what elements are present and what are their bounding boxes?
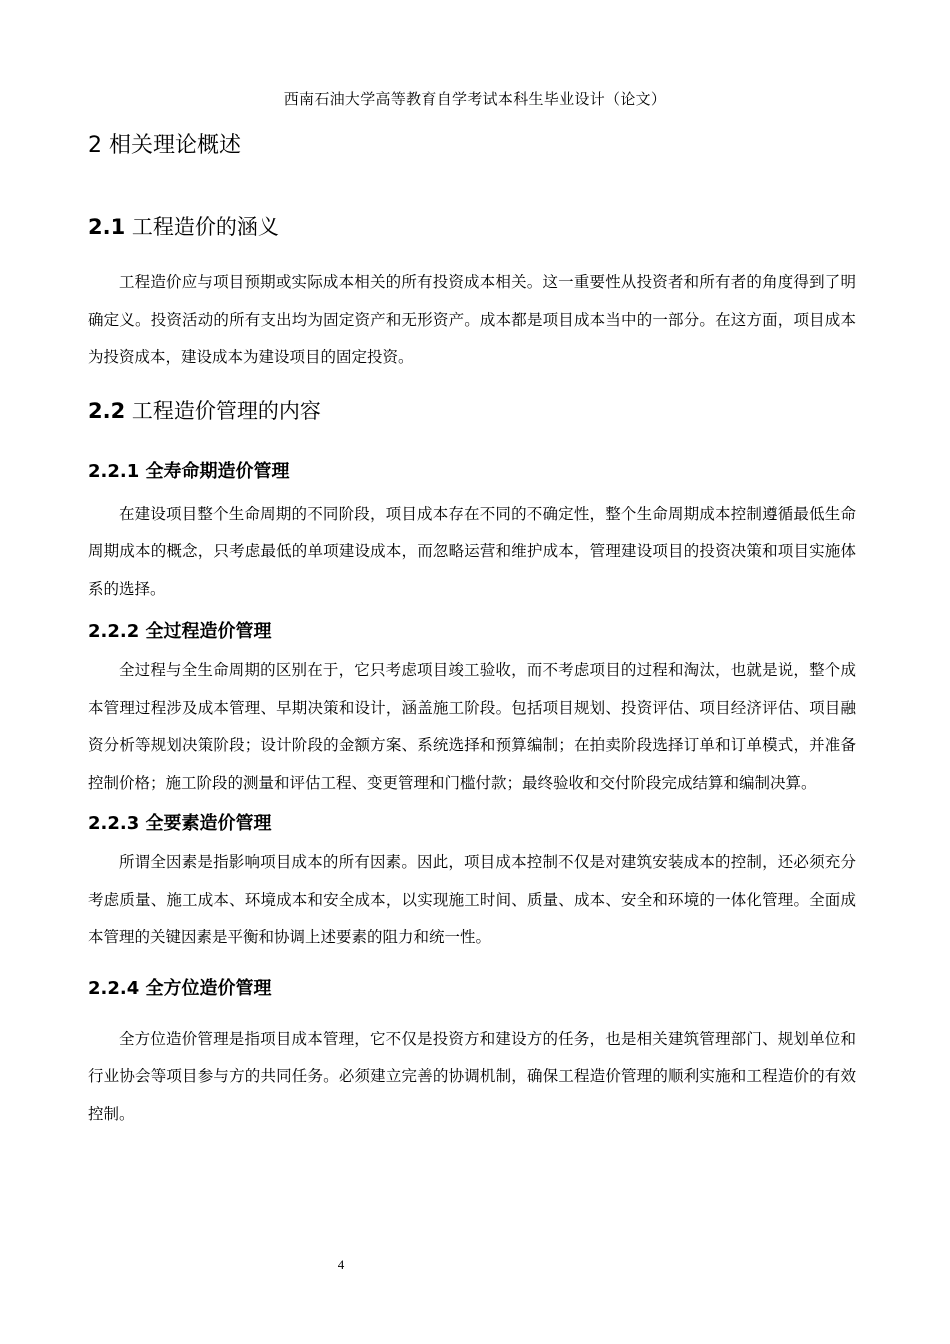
subsection-title-text: 全寿命期造价管理	[139, 460, 290, 482]
section-2-2-4-paragraph: 全方位造价管理是指项目成本管理，它不仅是投资方和建设方的任务，也是相关建筑管理部门、规划单位和行业协会等项目参与方的共同任务。必须建立完善的协调机制，确保工程造价管理的顺利实施和工程造价的有效控制。	[88, 1029, 856, 1123]
section-2-1-paragraph: 工程造价应与项目预期或实际成本相关的所有投资成本相关。这一重要性从投资者和所有者的角度得到了明确定义。投资活动的所有支出均为固定资产和无形资产。成本都是项目成本当中的一部分。在这方面，项目成本为投资成本，建设成本为建设项目的固定投资。	[88, 273, 856, 366]
section-2-2-4-heading	[88, 975, 856, 1003]
subsection-title-text: 全方位造价管理	[139, 977, 272, 999]
subsection-number: 2.2.3	[88, 813, 140, 834]
chapter-title: 2 相关理论概述	[88, 133, 241, 158]
subsection-number: 2.2.4	[88, 977, 140, 999]
section-2-2-1-heading	[88, 458, 856, 486]
section-2-1-heading	[88, 210, 856, 244]
section-2-2-1-paragraph: 在建设项目整个生命周期的不同阶段，项目成本存在不同的不确定性，整个生命周期成本控制遵循最低生命周期成本的概念，只考虑最低的单项建设成本，而忽略运营和维护成本，管理建设项目的投资决策和项目实施体系的选择。	[88, 504, 856, 598]
subsection-number: 2.2.1	[88, 460, 140, 482]
section-2-2-3-heading	[88, 810, 856, 838]
section-number: 2.2	[88, 398, 126, 423]
section-number: 2.1	[88, 215, 126, 239]
page-content	[88, 124, 856, 1133]
subsection-number: 2.2.2	[88, 621, 140, 642]
section-2-2-2-paragraph: 全过程与全生命周期的区别在于，它只考虑项目竣工验收，而不考虑项目的过程和淘汰，也就是说，整个成本管理过程涉及成本管理、早期决策和设计，涵盖施工阶段。包括项目规划、投资评估、项目经济评估、项目融资分析等规划决策阶段；设计阶段的金额方案、系统选择和预算编制；在拍卖阶段选择订单和订单模式，并准备控制价格；施工阶段的测量和评估工程、变更管理和门槛付款；最终验收和交付阶段完成结算和编制决算。	[88, 661, 856, 792]
subsection-title-text: 全要素造价管理	[139, 813, 272, 834]
section-2-2-heading	[88, 394, 856, 428]
subsection-title-text: 全过程造价管理	[139, 621, 272, 642]
page-number: 4	[337, 1257, 345, 1272]
section-title-text: 工程造价管理的内容	[125, 398, 321, 423]
section-title-text: 工程造价的涵义	[125, 215, 279, 239]
running-header: 西南石油大学高等教育自学考试本科生毕业设计（论文）	[283, 90, 667, 108]
section-2-2-2-heading	[88, 618, 856, 646]
section-2-2-3-paragraph: 所谓全因素是指影响项目成本的所有因素。因此，项目成本控制不仅是对建筑安装成本的控制，还必须充分考虑质量、施工成本、环境成本和安全成本，以实现施工时间、质量、成本、安全和环境的一体化管理。全面成本管理的关键因素是平衡和协调上述要素的阻力和统一性。	[88, 853, 856, 946]
